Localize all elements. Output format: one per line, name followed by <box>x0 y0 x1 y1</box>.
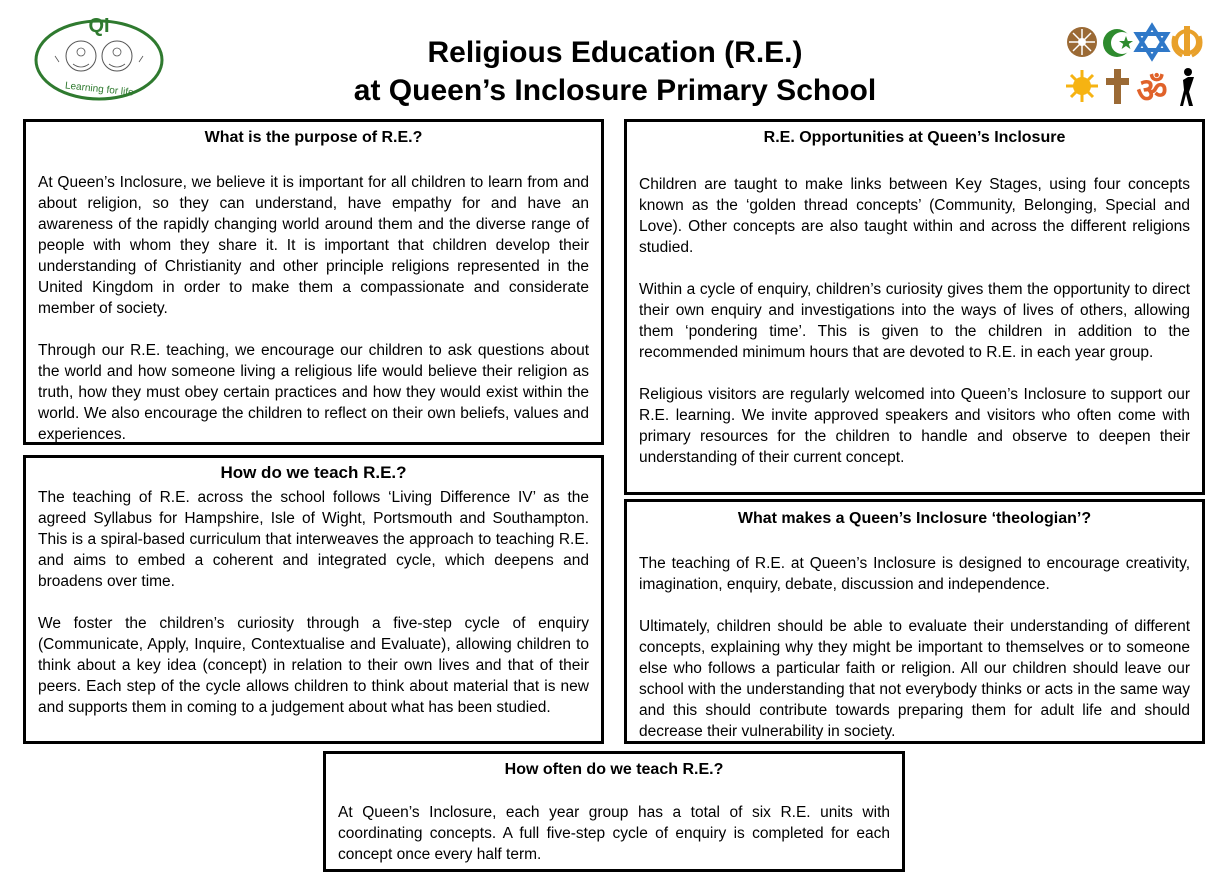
how-often-paragraph-1: At Queen’s Inclosure, each year group has a total of six R.E. units with coordinating concepts. A full five-step cycle of enquiry is completed for each concept once every half term. <box>338 804 890 863</box>
page-title-line1: Religious Education (R.E.) <box>427 36 803 69</box>
purpose-paragraph-2: Through our R.E. teaching, we encourage our children to ask questions about the world and how someone living a religious life would believe their religion as truth, how they must obey certain practices and how they would exist within the world. We also encourage the children to reflect on their own beliefs, values and experiences. <box>38 342 589 443</box>
page-title-line2: at Queen’s Inclosure Primary School <box>353 74 877 107</box>
purpose-heading: What is the purpose of R.E.? <box>204 129 423 146</box>
teach-paragraph-1: The teaching of R.E. across the school follows ‘Living Difference IV’ as the agreed Syllabus for Hampshire, Isle of Wight, Portsmouth and Southampton. This is a spiral-based curriculum that interweaves the approach to teaching R.E. and aims to embed a coherent and integrated cycle, which deepens and broadens over time. <box>38 489 589 590</box>
svg-text:ॐ: ॐ <box>1136 71 1168 108</box>
faith-symbols <box>1062 22 1206 108</box>
khanda-icon <box>1173 26 1201 56</box>
opportunities-heading: R.E. Opportunities at Queen’s Inclosure <box>763 129 1066 146</box>
crescent-star-icon <box>1103 29 1133 57</box>
teach-paragraph-2: We foster the children’s curiosity through a five-step cycle of enquiry (Communicate, Apply, Inquire, Contextualise and Evaluate), allowing children to think about a key idea (concept) in relation to their own lives and that of their peers. Each step of the cycle allows children to think about material that is new and supports them in coming to a judgement about what has been studied. <box>38 615 589 716</box>
how-often-heading: How often do we teach R.E.? <box>504 761 724 778</box>
sun-icon <box>1066 70 1098 102</box>
theologian-heading: What makes a Queen’s Inclosure ‘theologian’? <box>737 510 1092 527</box>
theologian-section <box>624 499 1205 744</box>
how-often-section <box>323 751 905 872</box>
teach-section <box>23 455 604 744</box>
theologian-paragraph-1: The teaching of R.E. at Queen’s Inclosure is designed to encourage creativity, imagination, enquiry, debate, discussion and independence. <box>639 555 1190 593</box>
school-logo <box>33 12 165 104</box>
logo-initials: QI <box>88 15 110 37</box>
purpose-section <box>23 119 604 445</box>
logo-tagline: Learning for life <box>64 80 135 99</box>
opportunities-paragraph-1: Children are taught to make links between Key Stages, using four concepts known as the ‘golden thread concepts’ (Community, Belonging, Special and Love). Other concepts are also taught within and across the different religions studied. <box>639 176 1190 256</box>
wheel-icon <box>1067 27 1097 57</box>
om-icon <box>1136 71 1167 108</box>
opportunities-paragraph-3: Religious visitors are regularly welcomed into Queen’s Inclosure to support our R.E. learning. We invite approved speakers and visitors who often come with primary resources for the children to handle and observe to deepen their understanding of their current concept. <box>639 386 1190 466</box>
purpose-paragraph-1: At Queen’s Inclosure, we believe it is important for all children to learn from and about religion, so they can understand, have empathy for and have an awareness of the rapidly changing world around them and the diverse range of people with whom they share it. It is important that children develop their understanding of Christianity and other principle religions represented in the United Kingdom in order to make them a compassionate and considerate member of society. <box>38 174 589 317</box>
teach-heading: How do we teach R.E.? <box>220 463 407 482</box>
theologian-paragraph-2: Ultimately, children should be able to evaluate their understanding of different concepts, explaining why they might be important to themselves or to someone else who follows a particular faith or religion. All our children should leave our school with the understanding that not everybody thinks or acts in the same way and this should contribute towards preparing them for adult life and should decrease their vulnerability in society. <box>639 618 1190 740</box>
star-of-david-icon <box>1137 26 1167 58</box>
humanist-icon <box>1180 68 1194 106</box>
cross-icon <box>1106 69 1129 104</box>
opportunities-section <box>624 119 1205 495</box>
opportunities-paragraph-2: Within a cycle of enquiry, children’s curiosity gives them the opportunity to direct their own enquiry and investigations into the ways of lives of others, allowing them ‘pondering time’. This is given to the children in addition to the recommended minimum hours that are devoted to R.E. in each year group. <box>639 281 1190 361</box>
